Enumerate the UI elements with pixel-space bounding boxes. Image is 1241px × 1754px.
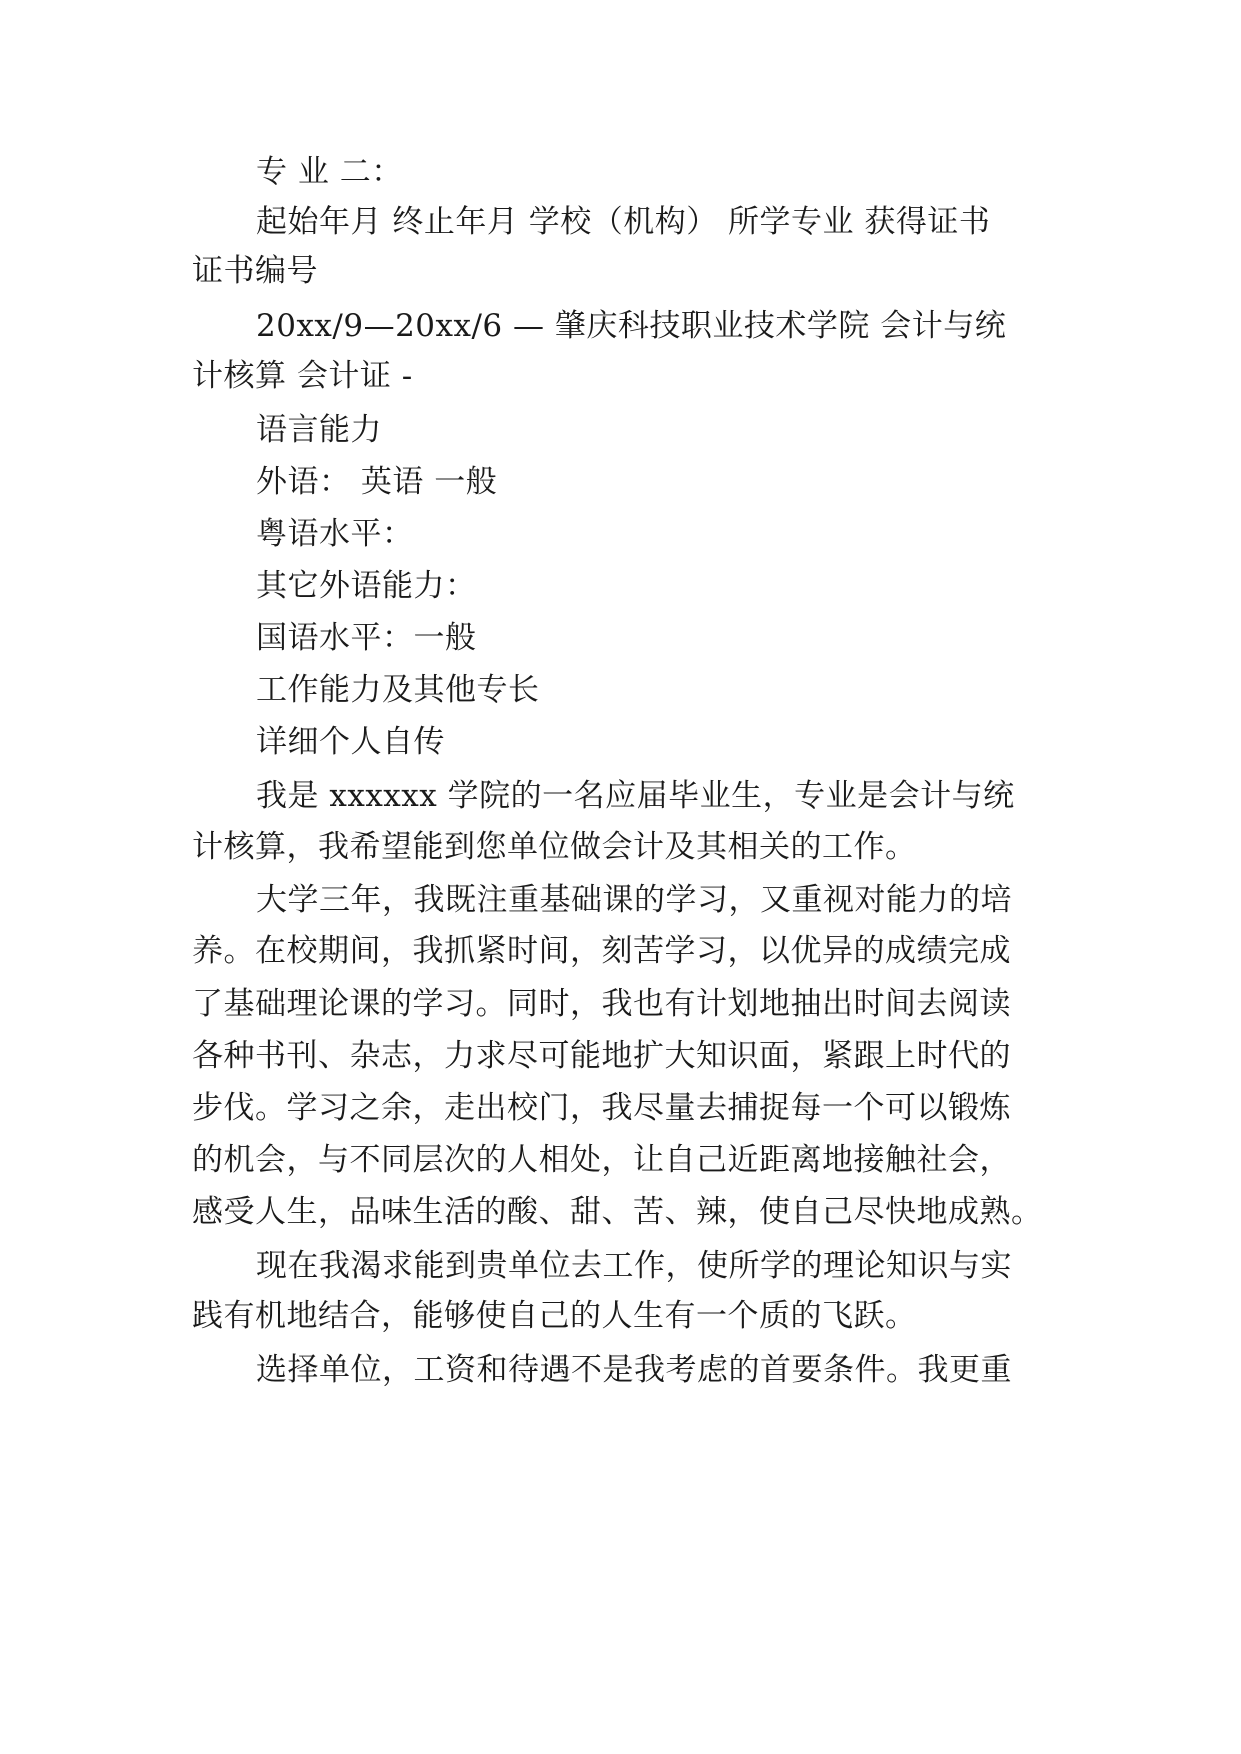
text-line: 大学三年，我既注重基础课的学习，又重视对能力的培 [256,882,1012,918]
text-line: 工作能力及其他专长 [256,672,540,708]
text-line: 选择单位，工资和待遇不是我考虑的首要条件。我更重 [256,1352,1012,1388]
text-line: 粤语水平： [256,516,414,552]
text-line: 其它外语能力： [256,568,477,604]
text-line: 证书编号 [192,253,318,289]
text-line: 详细个人自传 [256,724,445,760]
text-line: 语言能力 [256,412,382,448]
text-line: 起始年月 终止年月 学校（机构） 所学专业 获得证书 [256,204,991,240]
text-line: 各种书刊、杂志，力求尽可能地扩大知识面，紧跟上时代的 [192,1038,1011,1074]
text-line: 践有机地结合，能够使自己的人生有一个质的飞跃。 [192,1298,917,1334]
text-line: 计核算 会计证 - [192,358,413,394]
text-line: 我是 xxxxxx 学院的一名应届毕业生，专业是会计与统 [256,778,1015,814]
text-line: 步伐。学习之余，走出校门，我尽量去捕捉每一个可以锻炼 [192,1090,1011,1126]
text-line: 了基础理论课的学习。同时，我也有计划地抽出时间去阅读 [192,986,1011,1022]
text-line: 现在我渴求能到贵单位去工作，使所学的理论知识与实 [256,1248,1012,1284]
text-line: 养。在校期间，我抓紧时间，刻苦学习，以优异的成绩完成 [192,933,1011,969]
text-line: 国语水平：一般 [256,620,477,656]
text-line: 的机会，与不同层次的人相处，让自己近距离地接触社会， [192,1142,1011,1178]
text-line: 感受人生，品味生活的酸、甜、苦、辣，使自己尽快地成熟。 [192,1194,1043,1230]
text-line: 专 业 二： [256,154,403,190]
text-line: 外语： 英语 一般 [256,464,498,500]
text-line: 20xx/9—20xx/6 — 肇庆科技职业技术学院 会计与统 [256,308,1007,344]
text-line: 计核算，我希望能到您单位做会计及其相关的工作。 [192,829,917,865]
